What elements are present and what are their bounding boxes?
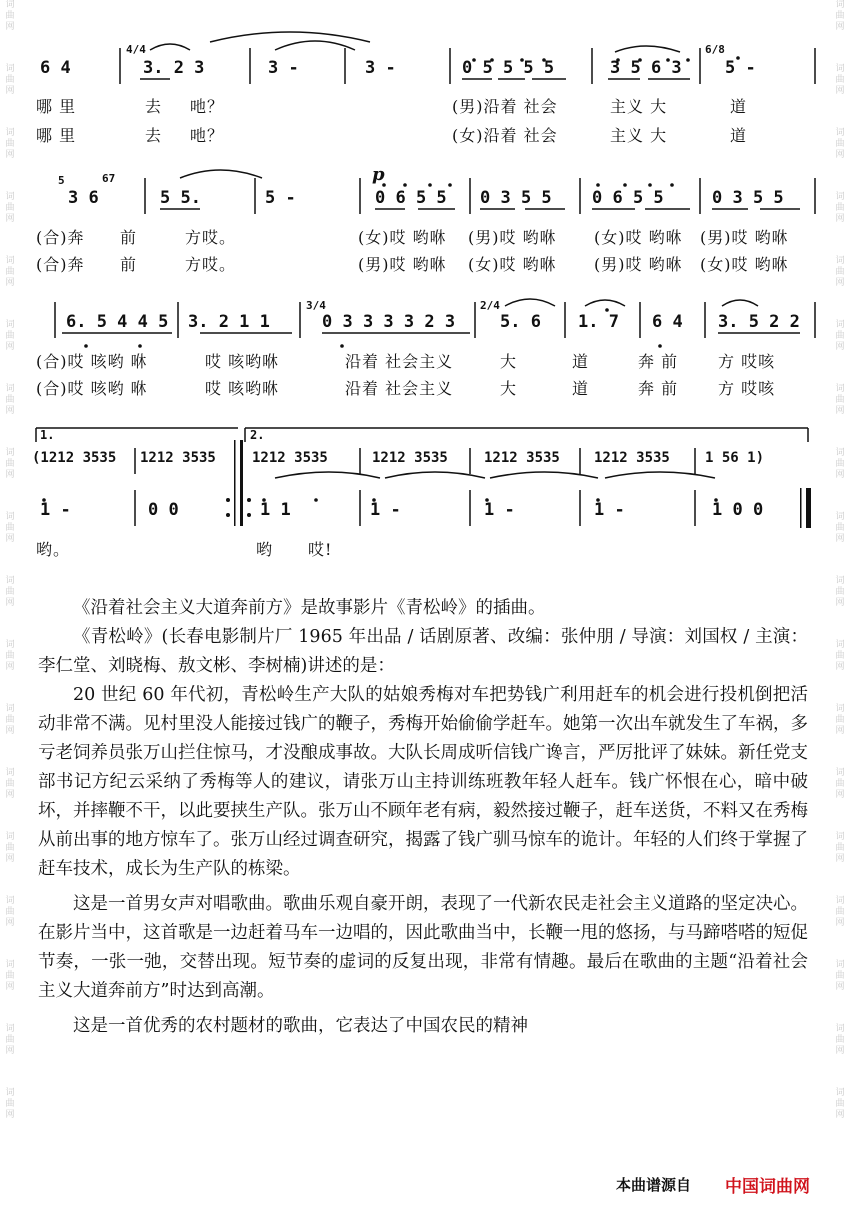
watermark-char: 词 bbox=[5, 64, 15, 74]
watermark-char: 网 bbox=[835, 790, 845, 800]
line1-lyric-b-2: 去 bbox=[145, 126, 163, 145]
watermark-char: 曲 bbox=[835, 715, 845, 725]
watermark-char: 词 bbox=[5, 256, 15, 266]
watermark-char: 词 bbox=[5, 192, 15, 202]
watermark-char: 曲 bbox=[835, 459, 845, 469]
watermark-char: 曲 bbox=[835, 395, 845, 405]
accomp-measure-4: 1212 3535 bbox=[372, 450, 448, 466]
watermark-char: 词 bbox=[835, 512, 845, 522]
line4-measure-7: 1 0 0 bbox=[712, 500, 764, 520]
line1-lyric-a-6: 道 bbox=[730, 97, 748, 116]
watermark-char: 网 bbox=[5, 726, 15, 736]
line3-measure-1: 6. 5 4 4 5 bbox=[66, 312, 169, 332]
watermark-char: 网 bbox=[5, 406, 15, 416]
site-name-link[interactable]: 中国词曲网 bbox=[725, 1177, 810, 1197]
watermark-char: 网 bbox=[5, 1046, 15, 1056]
article-paragraph-3: 20 世纪 60 年代初，青松岭生产大队的姑娘秀梅对车把势钱广利用赶车的机会进行投机倒把活动非常不满。见村里没人能接过钱广的鞭子，秀梅开始偷偷学赶车。她第一次出车就发生了车祸，多亏老饲养员张万山拦住惊马，才没酿成事故。大队长周成听信钱广谗言，严厉批评了妹妹。新任党支部书记方纪云采纳了秀梅等人的建议，请张万山主持训练班教年轻人赶车。钱广怀恨在心，暗中破坏，并摔鞭不干，以此要挟生产队。张万山不顾年老有病，毅然接过鞭子，赶车送货，不料又在秀梅从前出事的地方惊车了。张万山经过调查研究，揭露了钱广驯马惊车的诡计。年轻的人们终于掌握了赶车技术，成长为生产队的栋梁。 bbox=[38, 685, 808, 879]
line2-grace-b: 67 bbox=[102, 172, 116, 185]
watermark-char: 词 bbox=[835, 256, 845, 266]
watermark-char: 网 bbox=[5, 278, 15, 288]
watermark-char: 词 bbox=[5, 576, 15, 586]
watermark-char: 词 bbox=[5, 1088, 15, 1098]
line2-measure-4: 0 6 5 5 bbox=[375, 188, 447, 208]
watermark-char: 词 bbox=[835, 704, 845, 714]
line2-lyric-a-5: (男)哎 哟咻 bbox=[468, 228, 557, 247]
watermark-char: 网 bbox=[5, 918, 15, 928]
article-paragraph-5: 这是一首优秀的农村题材的歌曲，它表达了中国农民的精神 bbox=[73, 1016, 528, 1036]
line1-lyric-b-3: 吔？ bbox=[190, 126, 225, 145]
line3-time-signature: 3/4 bbox=[306, 299, 326, 312]
watermark-char: 曲 bbox=[5, 459, 15, 469]
line3-lyric-b-1: (合)哎 咳哟 咻 bbox=[36, 379, 148, 398]
accomp-measure-7: 1 56 1) bbox=[705, 450, 765, 466]
line4-lyric-1: 哟。 bbox=[36, 540, 71, 559]
line3-measure-6: 6 4 bbox=[652, 312, 683, 332]
article-paragraph-4: 这是一首男女声对唱歌曲。歌曲乐观自豪开朗，表现了一代新农民走社会主义道路的坚定决心。在影片当中，这首歌是一边赶着马车一边唱的，因此歌曲当中，长鞭一甩的悠扬，与马蹄嗒嗒的短促节奏，一张一弛，交替出现。短节奏的虚词的反复出现，非常有情趣。最后在歌曲的主题“沿着社会主义大道奔前方”时达到高潮。 bbox=[38, 894, 808, 1001]
watermark-char: 曲 bbox=[835, 1035, 845, 1045]
watermark-char: 词 bbox=[835, 1088, 845, 1098]
line4-measure-2: 0 0 bbox=[148, 500, 179, 520]
line2-lyric-a-7: (男)哎 哟咻 bbox=[700, 228, 789, 247]
watermark-char: 网 bbox=[835, 598, 845, 608]
watermark-char: 词 bbox=[835, 576, 845, 586]
line1-measure-7: 5 - bbox=[725, 58, 756, 78]
watermark-char: 曲 bbox=[5, 1099, 15, 1109]
watermark-gap bbox=[830, 673, 850, 704]
watermark-char: 词 bbox=[5, 896, 15, 906]
watermark-char: 曲 bbox=[835, 907, 845, 917]
watermark-char: 网 bbox=[5, 982, 15, 992]
watermark-char: 词 bbox=[5, 704, 15, 714]
line4-measure-5: 1 - bbox=[484, 500, 515, 520]
line4-lyric-3: 哎! bbox=[308, 540, 333, 559]
watermark-char: 曲 bbox=[835, 331, 845, 341]
line2-lyric-b-1: (合)奔 bbox=[36, 255, 85, 274]
watermark-char: 词 bbox=[5, 320, 15, 330]
watermark-char: 网 bbox=[835, 662, 845, 672]
accomp-measure-6: 1212 3535 bbox=[594, 450, 670, 466]
watermark-char: 曲 bbox=[5, 523, 15, 533]
watermark-char: 网 bbox=[5, 86, 15, 96]
line1-measure-1: 6 4 bbox=[40, 58, 71, 78]
watermark-char: 曲 bbox=[835, 75, 845, 85]
article-paragraph-1: 《沿着社会主义大道奔前方》是故事影片《青松岭》的插曲。 bbox=[73, 598, 546, 618]
watermark-char: 网 bbox=[835, 86, 845, 96]
line1-time-signature: 4/4 bbox=[126, 43, 146, 56]
watermark-gap bbox=[830, 609, 850, 640]
watermark-gap bbox=[830, 737, 850, 768]
line3-lyric-b-2: 哎 咳哟咻 bbox=[205, 379, 280, 398]
watermark-gap bbox=[830, 865, 850, 896]
watermark-char: 网 bbox=[835, 22, 845, 32]
line2-lyric-b-2: 前 bbox=[120, 255, 138, 274]
source-label: 本曲谱源自 bbox=[612, 1174, 695, 1195]
watermark-char: 词 bbox=[835, 0, 845, 10]
line3-measure-5: 1. 7 bbox=[578, 312, 619, 332]
watermark-char: 词 bbox=[835, 640, 845, 650]
line1-lyric-b-6: 道 bbox=[730, 126, 748, 145]
watermark-char: 网 bbox=[5, 854, 15, 864]
watermark-char: 曲 bbox=[5, 139, 15, 149]
watermark-char: 曲 bbox=[835, 523, 845, 533]
watermark-char: 网 bbox=[835, 534, 845, 544]
line2-measure-2: 5 5. bbox=[160, 188, 201, 208]
line2-measure-1: 3 6 bbox=[68, 188, 99, 208]
volta-second-ending: 2. bbox=[250, 428, 265, 442]
watermark-char: 词 bbox=[835, 448, 845, 458]
watermark-gap bbox=[0, 865, 20, 896]
line2-lyric-b-6: (男)哎 哟咻 bbox=[594, 255, 683, 274]
watermark-gap bbox=[830, 1121, 850, 1152]
watermark-char: 曲 bbox=[835, 843, 845, 853]
line1-lyric-b-4: (女)沿着 社会 bbox=[452, 126, 558, 145]
watermark-gap bbox=[0, 609, 20, 640]
line2-measure-5: 0 3 5 5 bbox=[480, 188, 552, 208]
line3-lyric-a-1: (合)哎 咳哟 咻 bbox=[36, 352, 148, 371]
accomp-measure-3: 1212 3535 bbox=[252, 450, 328, 466]
watermark-char: 网 bbox=[5, 1110, 15, 1120]
watermark-char: 词 bbox=[5, 640, 15, 650]
watermark-char: 词 bbox=[5, 512, 15, 522]
watermark-char: 网 bbox=[835, 214, 845, 224]
watermark-char: 网 bbox=[5, 150, 15, 160]
watermark-char: 词 bbox=[5, 960, 15, 970]
watermark-char: 词 bbox=[5, 832, 15, 842]
watermark-char: 词 bbox=[5, 128, 15, 138]
dynamic-piano-mark: p bbox=[372, 164, 385, 185]
watermark-char: 网 bbox=[835, 726, 845, 736]
line3-lyric-a-4: 大 bbox=[500, 352, 518, 371]
watermark-char: 词 bbox=[835, 128, 845, 138]
line3-lyric-b-4: 大 bbox=[500, 379, 518, 398]
watermark-char: 网 bbox=[835, 150, 845, 160]
watermark-char: 网 bbox=[835, 406, 845, 416]
line4-lyric-2: 哟 bbox=[256, 540, 274, 559]
line1-measure-5: 0 5 5 5 5 bbox=[462, 58, 555, 78]
watermark-char: 词 bbox=[5, 384, 15, 394]
watermark-char: 曲 bbox=[5, 587, 15, 597]
watermark-char: 曲 bbox=[5, 11, 15, 21]
line1-time-signature-b: 6/8 bbox=[705, 43, 725, 56]
watermark-char: 曲 bbox=[835, 651, 845, 661]
line1-lyric-a-3: 吔？ bbox=[190, 97, 225, 116]
watermark-char: 曲 bbox=[5, 971, 15, 981]
watermark-gap bbox=[830, 993, 850, 1024]
watermark-gap bbox=[0, 929, 20, 960]
watermark-gap bbox=[0, 1121, 20, 1152]
watermark-char: 曲 bbox=[5, 907, 15, 917]
watermark-char: 网 bbox=[835, 1110, 845, 1120]
watermark-char: 曲 bbox=[5, 75, 15, 85]
line3-measure-2: 3. 2 1 1 bbox=[188, 312, 270, 332]
watermark-char: 网 bbox=[5, 598, 15, 608]
line1-measure-3: 3 - bbox=[268, 58, 299, 78]
watermark-char: 网 bbox=[5, 342, 15, 352]
watermark-char: 词 bbox=[835, 64, 845, 74]
watermark-gap bbox=[0, 673, 20, 704]
watermark-char: 曲 bbox=[835, 971, 845, 981]
line3-lyric-a-7: 方 哎咳 bbox=[718, 352, 776, 371]
line2-measure-7: 0 3 5 5 bbox=[712, 188, 784, 208]
line2-lyric-a-2: 前 bbox=[120, 228, 138, 247]
line1-lyric-a-4: (男)沿着 社会 bbox=[452, 97, 558, 116]
line1-lyric-a-1: 哪 里 bbox=[36, 97, 77, 116]
watermark-char: 曲 bbox=[5, 1035, 15, 1045]
watermark-char: 词 bbox=[835, 768, 845, 778]
article-body bbox=[38, 594, 808, 1041]
line2-lyric-b-4: (男)哎 哟咻 bbox=[358, 255, 447, 274]
watermark-char: 词 bbox=[835, 384, 845, 394]
watermark-char: 词 bbox=[835, 960, 845, 970]
line3-measure-3: 0 3 3 3 3 2 3 bbox=[322, 312, 456, 332]
line4-measure-4: 1 - bbox=[370, 500, 401, 520]
watermark-char: 网 bbox=[5, 22, 15, 32]
line3-lyric-a-5: 道 bbox=[572, 352, 590, 371]
watermark-char: 网 bbox=[5, 214, 15, 224]
watermark-char: 词 bbox=[835, 832, 845, 842]
line2-lyric-a-1: (合)奔 bbox=[36, 228, 85, 247]
watermark-char: 曲 bbox=[5, 267, 15, 277]
line2-grace-a: 5 bbox=[58, 174, 65, 187]
line1-measure-6: 3 5 6 3 bbox=[610, 58, 682, 78]
line3-time-signature-b: 2/4 bbox=[480, 299, 500, 312]
watermark-char: 曲 bbox=[835, 139, 845, 149]
watermark-char: 曲 bbox=[5, 843, 15, 853]
watermark-char: 网 bbox=[5, 790, 15, 800]
line2-lyric-b-7: (女)哎 哟咻 bbox=[700, 255, 789, 274]
line2-lyric-a-3: 方哎。 bbox=[185, 228, 237, 247]
watermark-char: 词 bbox=[5, 1024, 15, 1034]
watermark-gap bbox=[830, 1057, 850, 1088]
watermark-gap bbox=[830, 801, 850, 832]
volta-first-ending: 1. bbox=[40, 428, 55, 442]
watermark-char: 曲 bbox=[5, 651, 15, 661]
watermark-char: 曲 bbox=[835, 11, 845, 21]
line1-measure-2: 3. 2 3 bbox=[143, 58, 205, 78]
line1-lyric-b-1: 哪 里 bbox=[36, 126, 77, 145]
watermark-char: 词 bbox=[5, 0, 15, 10]
watermark-char: 曲 bbox=[5, 203, 15, 213]
watermark-char: 曲 bbox=[835, 203, 845, 213]
line3-lyric-b-6: 奔 前 bbox=[638, 379, 679, 398]
line1-lyric-b-5: 主义 大 bbox=[610, 126, 668, 145]
line3-lyric-b-5: 道 bbox=[572, 379, 590, 398]
line2-lyric-b-3: 方哎。 bbox=[185, 255, 237, 274]
watermark-gap bbox=[0, 737, 20, 768]
watermark-char: 网 bbox=[5, 534, 15, 544]
watermark-gap bbox=[830, 929, 850, 960]
watermark-char: 网 bbox=[835, 1046, 845, 1056]
watermark-char: 网 bbox=[835, 918, 845, 928]
line2-lyric-a-6: (女)哎 哟咻 bbox=[594, 228, 683, 247]
line3-lyric-a-2: 哎 咳哟咻 bbox=[205, 352, 280, 371]
watermark-char: 词 bbox=[835, 896, 845, 906]
watermark-char: 词 bbox=[835, 192, 845, 202]
watermark-char: 曲 bbox=[5, 715, 15, 725]
watermark-char: 曲 bbox=[835, 267, 845, 277]
watermark-char: 网 bbox=[835, 854, 845, 864]
accomp-measure-5: 1212 3535 bbox=[484, 450, 560, 466]
watermark-char: 曲 bbox=[835, 1099, 845, 1109]
line1-lyric-a-5: 主义 大 bbox=[610, 97, 668, 116]
watermark-char: 网 bbox=[835, 982, 845, 992]
line1-lyric-a-2: 去 bbox=[145, 97, 163, 116]
watermark-gap bbox=[0, 801, 20, 832]
line3-measure-7: 3. 5 2 2 bbox=[718, 312, 800, 332]
line2-measure-6: 0 6 5 5 bbox=[592, 188, 664, 208]
accomp-measure-2: 1212 3535 bbox=[140, 450, 216, 466]
watermark-char: 网 bbox=[835, 278, 845, 288]
watermark-char: 网 bbox=[835, 470, 845, 480]
line3-lyric-a-6: 奔 前 bbox=[638, 352, 679, 371]
line4-measure-1: 1 - bbox=[40, 500, 71, 520]
line4-measure-6: 1 - bbox=[594, 500, 625, 520]
watermark-gap bbox=[0, 993, 20, 1024]
line4-measure-3: 1 1 bbox=[260, 500, 291, 520]
article-paragraph-2: 《青松岭》(长春电影制片厂 1965 年出品 / 话剧原著、改编：张仲朋 / 导演：刘国权 / 主演：李仁堂、刘晓梅、敖文彬、李树楠)讲述的是： bbox=[38, 627, 808, 676]
watermark-char: 曲 bbox=[5, 395, 15, 405]
line3-lyric-b-7: 方 哎咳 bbox=[718, 379, 776, 398]
watermark-char: 曲 bbox=[835, 779, 845, 789]
line3-measure-4: 5. 6 bbox=[500, 312, 541, 332]
score-staff-graphics bbox=[0, 0, 852, 560]
watermark-char: 网 bbox=[5, 662, 15, 672]
watermark-char: 词 bbox=[835, 1024, 845, 1034]
line1-measure-4: 3 - bbox=[365, 58, 396, 78]
line2-lyric-a-4: (女)哎 哟咻 bbox=[358, 228, 447, 247]
watermark-char: 网 bbox=[5, 470, 15, 480]
watermark-char: 词 bbox=[5, 768, 15, 778]
line2-lyric-b-5: (女)哎 哟咻 bbox=[468, 255, 557, 274]
line3-lyric-b-3: 沿着 社会主义 bbox=[345, 379, 454, 398]
watermark-gap bbox=[0, 1057, 20, 1088]
line3-lyric-a-3: 沿着 社会主义 bbox=[345, 352, 454, 371]
accomp-measure-1: (1212 3535 bbox=[32, 450, 117, 466]
watermark-char: 词 bbox=[835, 320, 845, 330]
watermark-char: 曲 bbox=[5, 331, 15, 341]
watermark-char: 词 bbox=[5, 448, 15, 458]
line2-measure-3: 5 - bbox=[265, 188, 296, 208]
watermark-char: 曲 bbox=[5, 779, 15, 789]
watermark-char: 曲 bbox=[835, 587, 845, 597]
watermark-char: 网 bbox=[835, 342, 845, 352]
